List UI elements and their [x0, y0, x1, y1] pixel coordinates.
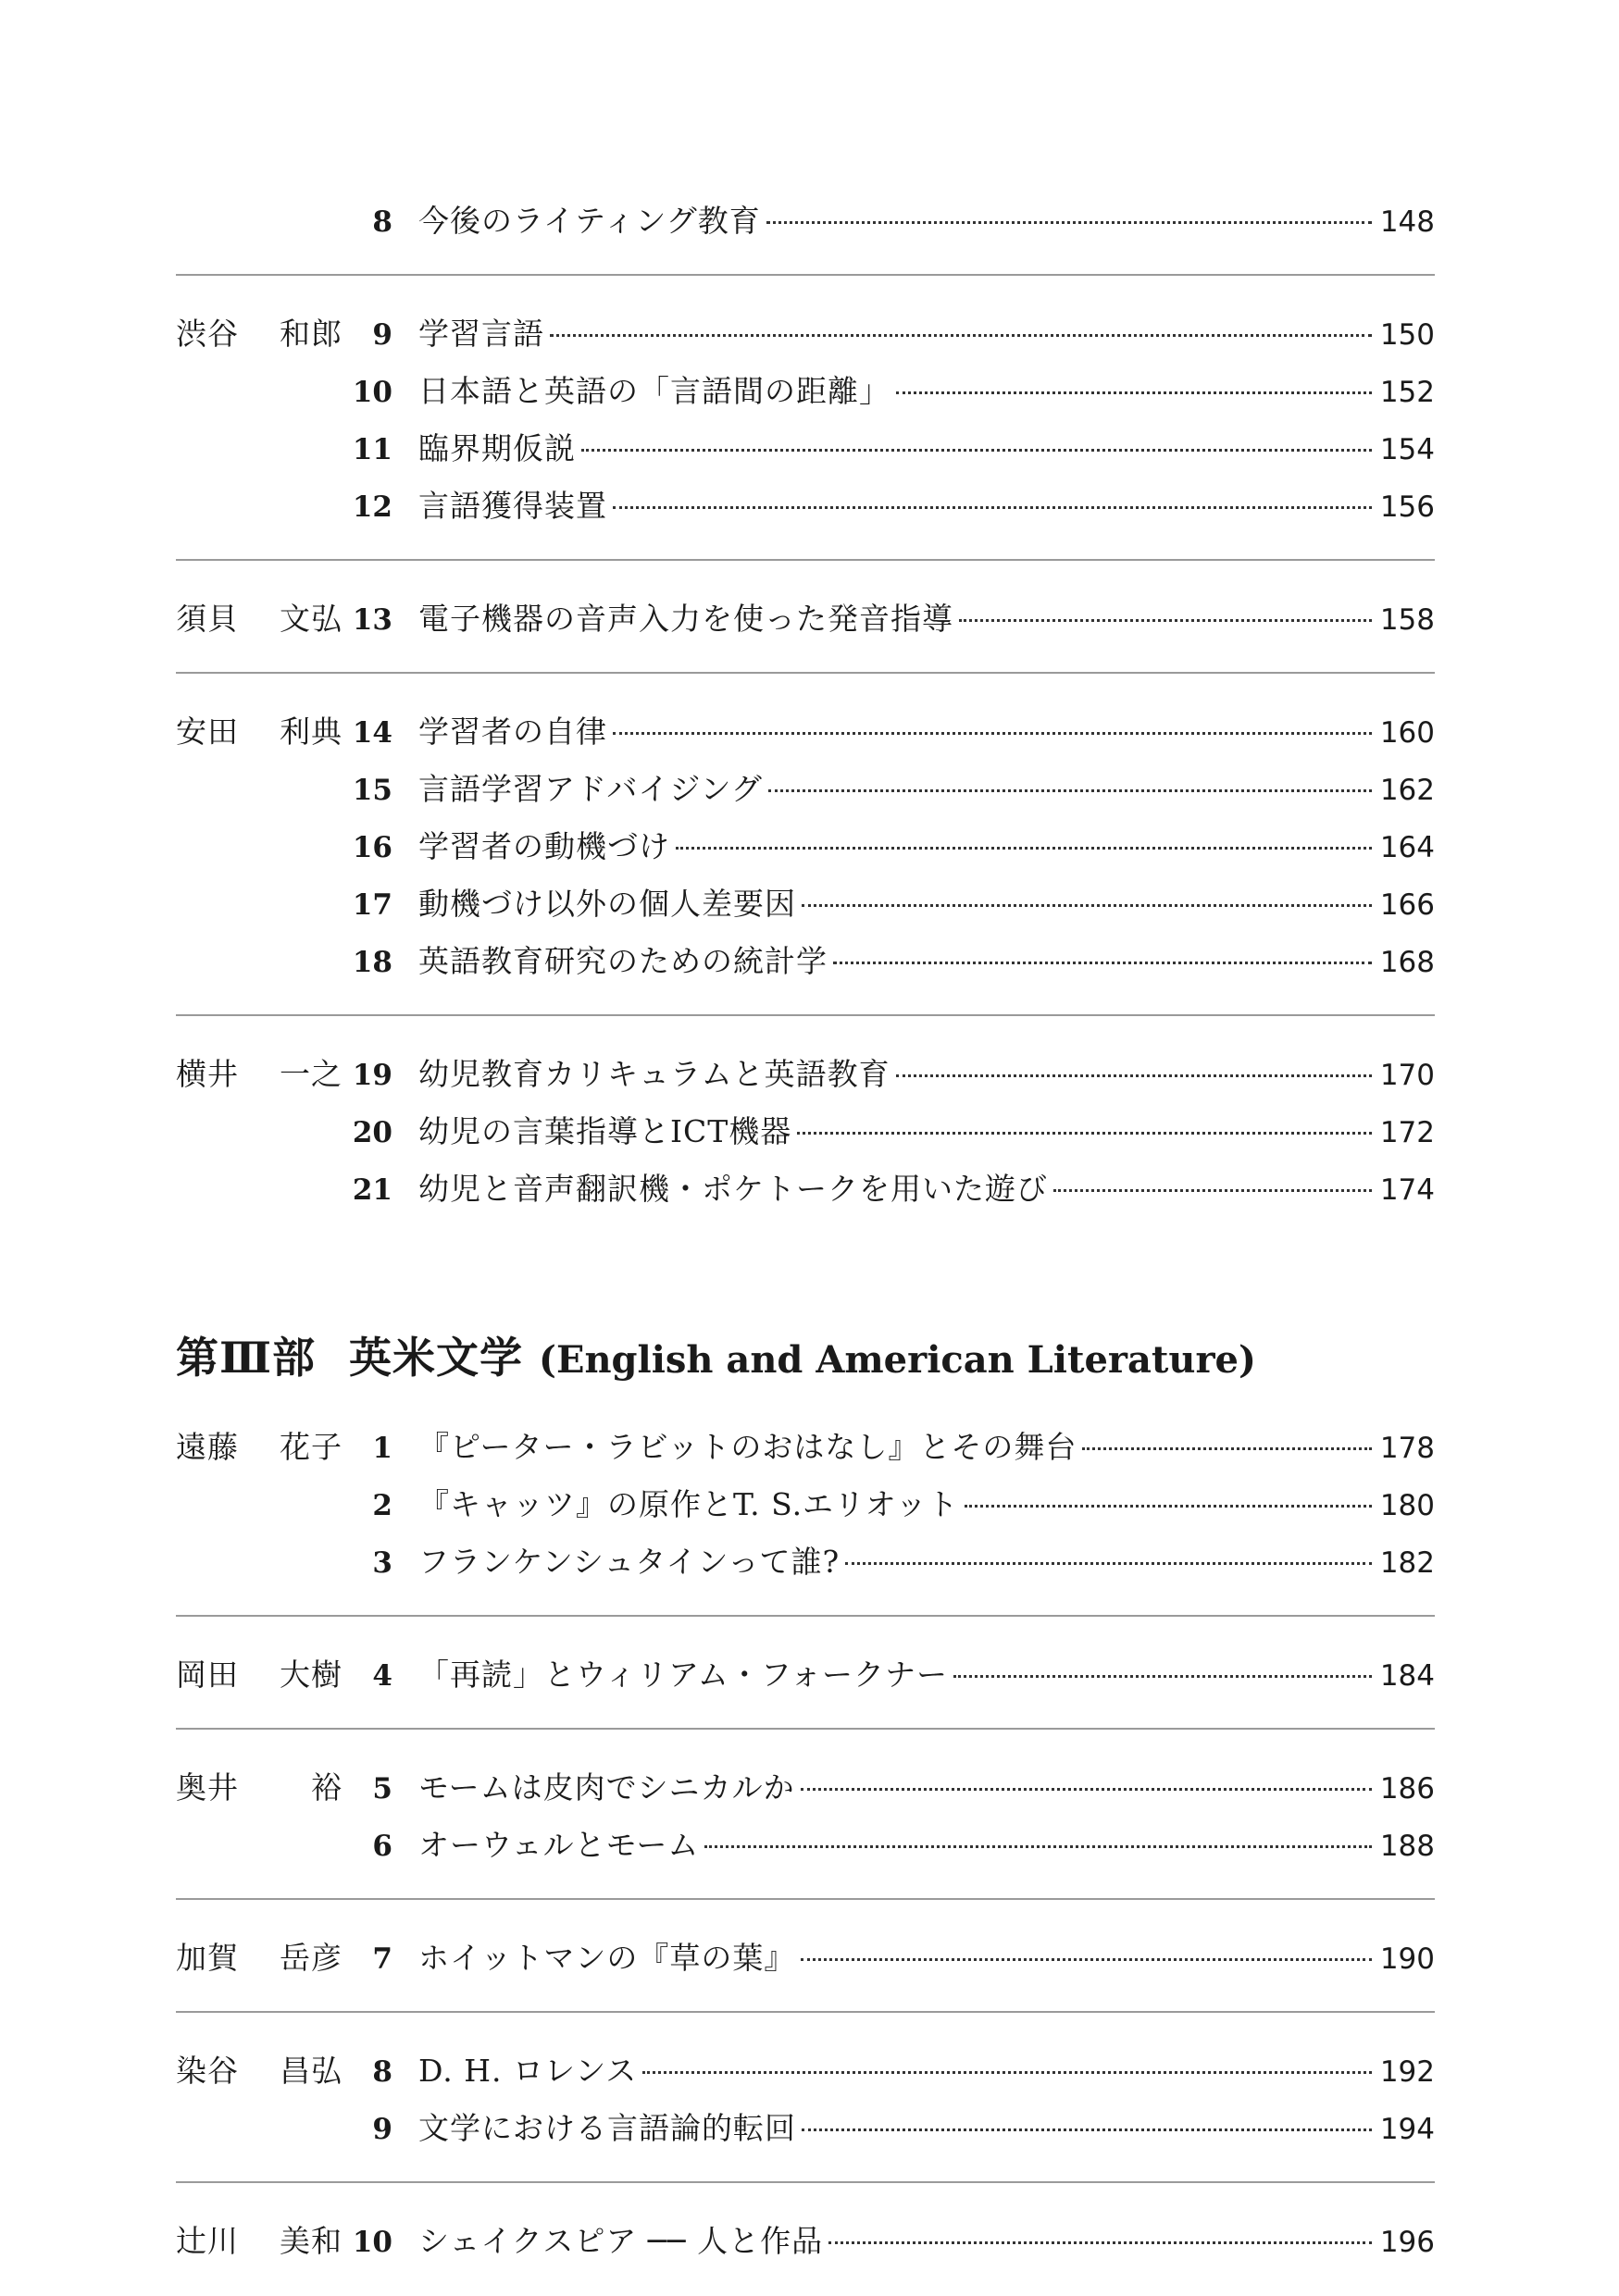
author-given-name: 和郎: [280, 316, 342, 352]
author-group: [176, 1038, 1435, 1242]
author-name: [176, 1930, 342, 1987]
author-given-name: 岳彦: [280, 1940, 342, 1976]
author-given-name: 一之: [280, 1056, 342, 1092]
entry-number: 12: [352, 490, 392, 524]
author-given-name: 裕: [311, 1769, 342, 1806]
toc-entry[interactable]: [176, 1046, 1435, 1103]
entry-title: 「再読」とウィリアム・フォークナー: [418, 1657, 949, 1693]
author-family-name: 遠藤: [176, 1429, 239, 1465]
entry-number: 9: [372, 2113, 392, 2146]
toc-entry[interactable]: [176, 875, 1435, 933]
author-group: [176, 1922, 1435, 2013]
dot-leader: [828, 2241, 1372, 2244]
page-number: 188: [1379, 1830, 1435, 1863]
entry-title: フランケンシュタインって誰?: [418, 1544, 841, 1580]
dot-leader: [797, 1132, 1372, 1135]
dot-leader: [802, 904, 1372, 907]
entry-number: 19: [352, 1059, 392, 1092]
page-number: 150: [1379, 318, 1435, 352]
page-number: 148: [1379, 205, 1435, 239]
page-number: 170: [1379, 1059, 1435, 1092]
toc-entry[interactable]: [176, 1103, 1435, 1160]
toc-entry[interactable]: [176, 2213, 1435, 2270]
dot-leader: [768, 789, 1372, 792]
entry-title: 学習言語: [418, 316, 544, 352]
author-name: [176, 703, 342, 761]
author-given-name: 利典: [280, 714, 342, 750]
entry-number: 4: [372, 1659, 392, 1693]
author-group: [176, 1411, 1435, 1617]
entry-title: 幼児の言葉指導とICT機器: [418, 1113, 792, 1149]
toc-entry[interactable]: [176, 933, 1435, 990]
entry-title: 今後のライティング教育: [418, 203, 761, 239]
entry-number: 5: [372, 1772, 392, 1806]
entry-title: ホイットマンの『草の葉』: [418, 1940, 796, 1976]
author-family-name: 横井: [176, 1056, 239, 1092]
page-number: 182: [1379, 1546, 1435, 1580]
author-name: [176, 2042, 342, 2100]
dot-leader: [766, 221, 1372, 224]
dot-leader: [896, 1074, 1372, 1077]
author-name: [176, 2213, 342, 2270]
dot-leader: [1053, 1189, 1372, 1192]
toc-entry[interactable]: [176, 761, 1435, 818]
author-group: [176, 2205, 1435, 2294]
author-name: [176, 590, 342, 648]
entry-number: 11: [352, 433, 392, 466]
entry-number: 8: [372, 205, 392, 239]
entry-title: 言語獲得装置: [418, 488, 607, 524]
entry-title: 幼児教育カリキュラムと英語教育: [418, 1056, 890, 1092]
entry-title: 動機づけ以外の個人差要因: [418, 886, 796, 922]
entry-number: 7: [372, 1942, 392, 1976]
page-number: 166: [1379, 888, 1435, 922]
entry-title: 学習者の動機づけ: [418, 828, 670, 864]
author-name: [176, 305, 342, 363]
page-number: 154: [1379, 433, 1435, 466]
dot-leader: [953, 1675, 1372, 1678]
entry-number: 10: [352, 376, 392, 409]
author-family-name: 渋谷: [176, 316, 239, 352]
dot-leader: [613, 732, 1372, 735]
toc-entry[interactable]: [176, 703, 1435, 761]
author-name: [176, 1046, 342, 1103]
entry-title: 日本語と英語の「言語間の距離」: [418, 373, 890, 409]
dot-leader: [845, 1562, 1372, 1565]
entry-number: 15: [352, 774, 392, 807]
toc-entry[interactable]: [176, 363, 1435, 420]
dot-leader: [801, 1788, 1372, 1791]
page-number: 160: [1379, 716, 1435, 750]
entry-number: 8: [372, 2055, 392, 2089]
page-number: 152: [1379, 376, 1435, 409]
page-number: 196: [1379, 2226, 1435, 2259]
dot-leader: [676, 847, 1372, 850]
entry-title: 『ピーター・ラビットのおはなし』とその舞台: [418, 1429, 1077, 1465]
author-name: [176, 1759, 342, 1817]
entry-number: 13: [352, 603, 392, 637]
author-group: [176, 696, 1435, 1016]
entry-title: 電子機器の音声入力を使った発音指導: [418, 601, 953, 637]
author-family-name: 加賀: [176, 1940, 239, 1976]
toc-entry[interactable]: [176, 2100, 1435, 2157]
entry-title: D. H. ロレンス: [418, 2053, 638, 2089]
part-title-ja: 英米文学: [349, 1333, 524, 1383]
author-given-name: 美和: [280, 2223, 342, 2259]
entry-title: オーウェルとモーム: [418, 1827, 700, 1863]
toc-entry[interactable]: [176, 818, 1435, 875]
author-family-name: 岡田: [176, 1657, 239, 1693]
toc-entry[interactable]: [176, 478, 1435, 535]
entry-number: 20: [352, 1116, 392, 1149]
toc-entry[interactable]: [176, 1817, 1435, 1874]
page-number: 186: [1379, 1772, 1435, 1806]
entry-number: 9: [372, 318, 392, 352]
dot-leader: [802, 2128, 1372, 2131]
dot-leader: [959, 619, 1372, 622]
page-number: 158: [1379, 603, 1435, 637]
part-title-en: (English and American Literature): [539, 1338, 1256, 1382]
author-family-name: 奥井: [176, 1769, 239, 1806]
page-number: 184: [1379, 1659, 1435, 1693]
entry-title: シェイクスピア ── 人と作品: [418, 2223, 824, 2259]
author-group: [176, 1639, 1435, 1730]
toc-entry[interactable]: [176, 1930, 1435, 1987]
entry-number: 18: [352, 946, 392, 979]
entry-title: モームは皮肉でシニカルか: [418, 1769, 795, 1806]
part-number: 第Ⅲ部: [176, 1333, 317, 1383]
toc-entry[interactable]: [176, 590, 1435, 648]
page-number: 192: [1379, 2055, 1435, 2089]
toc-entry[interactable]: [176, 305, 1435, 363]
author-given-name: 昌弘: [280, 2053, 342, 2089]
author-name: [176, 1419, 342, 1476]
page-number: 164: [1379, 831, 1435, 864]
page-number: 156: [1379, 490, 1435, 524]
toc-entry[interactable]: [176, 192, 1435, 250]
table-of-contents: [176, 185, 1435, 2294]
dot-leader: [613, 506, 1372, 509]
author-family-name: 安田: [176, 714, 239, 750]
author-given-name: 花子: [280, 1429, 342, 1465]
dot-leader: [704, 1845, 1372, 1848]
dot-leader: [550, 334, 1372, 337]
dot-leader: [965, 1505, 1372, 1508]
toc-entry[interactable]: [176, 420, 1435, 478]
entry-number: 2: [372, 1489, 392, 1522]
page-number: 162: [1379, 774, 1435, 807]
author-group: [176, 583, 1435, 674]
entry-number: 16: [352, 831, 392, 864]
dot-leader: [896, 391, 1372, 394]
toc-entry[interactable]: [176, 1419, 1435, 1476]
entry-number: 3: [372, 1546, 392, 1580]
entry-title: 文学における言語論的転回: [418, 2110, 796, 2146]
page-number: 178: [1379, 1432, 1435, 1465]
entry-number: 17: [352, 888, 392, 922]
author-group: [176, 1752, 1435, 1900]
entry-title: 幼児と音声翻訳機・ポケトークを用いた遊び: [418, 1171, 1048, 1207]
page-number: 174: [1379, 1173, 1435, 1207]
entry-title: 『キャッツ』の原作とT. S.エリオット: [418, 1486, 959, 1522]
entry-title: 英語教育研究のための統計学: [418, 943, 828, 979]
author-group: [176, 2035, 1435, 2183]
dot-leader: [1082, 1447, 1372, 1450]
page-number: 172: [1379, 1116, 1435, 1149]
author-given-name: 大樹: [280, 1657, 342, 1693]
entry-title: 言語学習アドバイジング: [418, 771, 763, 807]
author-family-name: 染谷: [176, 2053, 239, 2089]
part-heading: [176, 1325, 1435, 1393]
author-given-name: 文弘: [280, 601, 342, 637]
entry-title: 臨界期仮説: [418, 430, 576, 466]
author-group: [176, 298, 1435, 561]
page-number: 194: [1379, 2113, 1435, 2146]
page-number: 180: [1379, 1489, 1435, 1522]
page-number: 168: [1379, 946, 1435, 979]
dot-leader: [801, 1958, 1372, 1961]
toc-entry[interactable]: [176, 1759, 1435, 1817]
toc-entry[interactable]: [176, 1160, 1435, 1218]
toc-entry[interactable]: [176, 1533, 1435, 1591]
author-group: [176, 185, 1435, 276]
entry-number: 1: [372, 1432, 392, 1465]
entry-number: 10: [352, 2226, 392, 2259]
entry-number: 6: [372, 1830, 392, 1863]
entry-title: 学習者の自律: [418, 714, 607, 750]
entry-number: 14: [352, 716, 392, 750]
dot-leader: [581, 449, 1372, 452]
dot-leader: [642, 2071, 1372, 2074]
dot-leader: [833, 962, 1372, 964]
entry-number: 21: [352, 1173, 392, 1207]
toc-entry[interactable]: [176, 1646, 1435, 1704]
author-family-name: 辻川: [176, 2223, 239, 2259]
author-family-name: 須貝: [176, 601, 239, 637]
toc-entry[interactable]: [176, 2042, 1435, 2100]
toc-entry[interactable]: [176, 1476, 1435, 1533]
page-number: 190: [1379, 1942, 1435, 1976]
author-name: [176, 1646, 342, 1704]
